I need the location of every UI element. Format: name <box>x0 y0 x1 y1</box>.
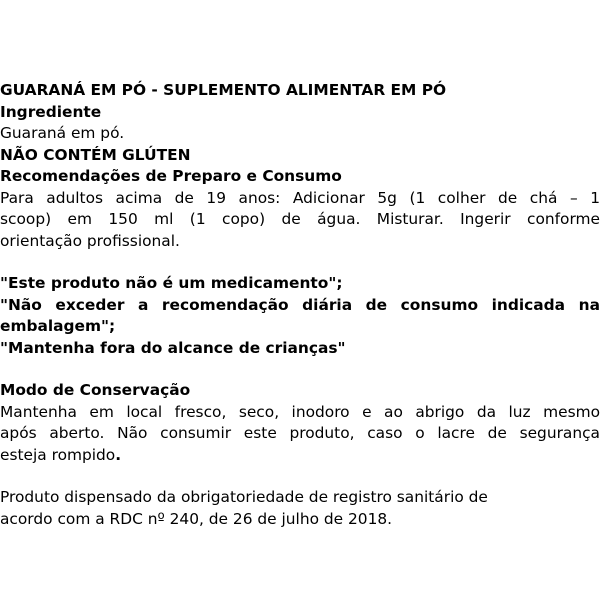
preparation-line-2: scoop) em 150 ml (1 copo) de água. Misturar. Ingerir conforme <box>0 210 600 228</box>
preparation-line-1: Para adultos acima de 19 anos: Adicionar 5g (1 colher de chá – 1 <box>0 188 600 207</box>
ingredients-text: Guaraná em pó. <box>0 124 125 142</box>
registration-line-1: Produto dispensado da obrigatoriedade de registro sanitário de <box>0 488 488 506</box>
preparation-line-3: orientação profissional. <box>0 231 180 250</box>
warning-dosage-line-1: "Não exceder a recomendação diária de consumo indicada na <box>0 295 600 314</box>
warning-not-medicine: "Este produto não é um medicamento"; <box>0 274 343 292</box>
conservation-heading: Modo de Conservação <box>0 381 191 399</box>
conservation-final-period: . <box>115 445 122 464</box>
registration-line-2: acordo com a RDC nº 240, de 26 de julho de 2018. <box>0 509 393 528</box>
gluten-notice: NÃO CONTÉM GLÚTEN <box>0 145 191 164</box>
warning-dosage-line-2: embalagem"; <box>0 317 116 335</box>
ingredients-heading: Ingrediente <box>0 102 102 121</box>
spacer <box>0 252 600 273</box>
label-document <box>0 80 600 530</box>
conservation-line-3-text: esteja rompido <box>0 445 116 464</box>
conservation-line-3 <box>0 445 600 467</box>
conservation-line-1: Mantenha em local fresco, seco, inodoro e ao abrigo da luz mesmo <box>0 402 600 421</box>
spacer <box>0 359 600 380</box>
conservation-line-2: após aberto. Não consumir este produto, caso o lacre de segurança <box>0 424 600 442</box>
preparation-heading: Recomendações de Preparo e Consumo <box>0 167 342 185</box>
warning-children: "Mantenha fora do alcance de crianças" <box>0 338 346 357</box>
product-title: GUARANÁ EM PÓ - SUPLEMENTO ALIMENTAR EM PÓ <box>0 81 447 99</box>
spacer <box>0 466 600 487</box>
